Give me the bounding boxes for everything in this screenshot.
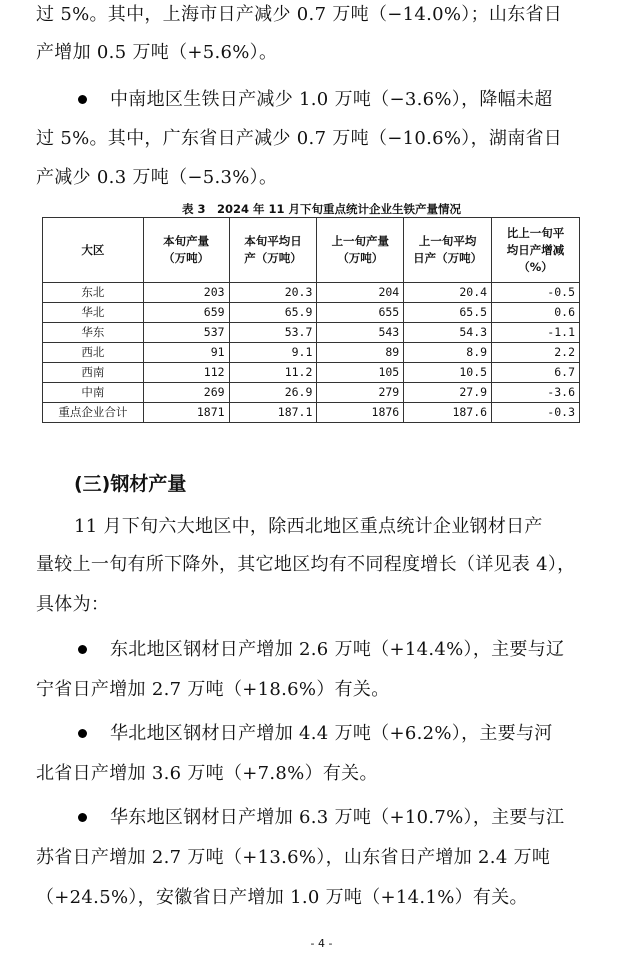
- bullet-line: 中南地区生铁日产减少 1.0 万吨（−3.6%），降幅未超: [110, 89, 553, 110]
- header-current-daily-avg: 本旬平均日 产（万吨）: [229, 218, 317, 283]
- header-change-percent: 比上一旬平 均日产增减 （%）: [492, 218, 580, 283]
- cell-change: -1.1: [492, 323, 580, 343]
- cell-current: 203: [143, 283, 229, 303]
- cell-current: 112: [143, 363, 229, 383]
- cell-region: 西北: [43, 343, 144, 363]
- cell-previous: 655: [317, 303, 404, 323]
- cell-previous: 279: [317, 383, 404, 403]
- cell-previous-avg: 54.3: [404, 323, 492, 343]
- bullet-line: 宁省日产增加 2.7 万吨（+18.6%）有关。: [36, 679, 390, 700]
- cell-previous: 89: [317, 343, 404, 363]
- table-row: [43, 283, 580, 303]
- bullet-line: 北省日产增加 3.6 万吨（+7.8%）有关。: [36, 763, 378, 784]
- cell-current-avg: 26.9: [229, 383, 317, 403]
- cell-current-avg: 187.1: [229, 403, 317, 423]
- cell-previous-avg: 8.9: [404, 343, 492, 363]
- cell-current: 1871: [143, 403, 229, 423]
- bullet-icon: [78, 645, 87, 654]
- header-previous-daily-avg: 上一旬平均 日产（万吨）: [404, 218, 492, 283]
- cell-region: 重点企业合计: [43, 403, 144, 423]
- cell-change: 6.7: [492, 363, 580, 383]
- cell-current-avg: 20.3: [229, 283, 317, 303]
- cell-region: 东北: [43, 283, 144, 303]
- header-current-output: 本旬产量 （万吨）: [143, 218, 229, 283]
- cell-current-avg: 11.2: [229, 363, 317, 383]
- bullet-line: 华东地区钢材日产增加 6.3 万吨（+10.7%），主要与江: [110, 807, 565, 828]
- paragraph-line: 产增加 0.5 万吨（+5.6%）。: [36, 42, 278, 63]
- cell-previous: 204: [317, 283, 404, 303]
- table-row: [43, 383, 580, 403]
- cell-change: 2.2: [492, 343, 580, 363]
- cell-previous: 1876: [317, 403, 404, 423]
- bullet-icon: [78, 729, 87, 738]
- cell-current: 537: [143, 323, 229, 343]
- cell-region: 中南: [43, 383, 144, 403]
- cell-previous-avg: 187.6: [404, 403, 492, 423]
- cell-change: -0.3: [492, 403, 580, 423]
- header-region: 大区: [43, 218, 144, 283]
- cell-change: -0.5: [492, 283, 580, 303]
- bullet-line: 华北地区钢材日产增加 4.4 万吨（+6.2%），主要与河: [110, 723, 553, 744]
- bullet-line: 产减少 0.3 万吨（−5.3%）。: [36, 167, 278, 188]
- cell-region: 华北: [43, 303, 144, 323]
- bullet-icon: [78, 95, 87, 104]
- table-row: [43, 323, 580, 343]
- cell-current: 269: [143, 383, 229, 403]
- cell-previous-avg: 65.5: [404, 303, 492, 323]
- cell-current-avg: 53.7: [229, 323, 317, 343]
- table-header-row: [43, 218, 580, 283]
- cell-previous-avg: 10.5: [404, 363, 492, 383]
- page-number: - 4 -: [310, 937, 333, 950]
- table-row: [43, 303, 580, 323]
- cell-current: 659: [143, 303, 229, 323]
- bullet-line: （+24.5%），安徽省日产增加 1.0 万吨（+14.1%）有关。: [36, 887, 528, 908]
- cell-region: 西南: [43, 363, 144, 383]
- paragraph-line: 过 5%。其中，上海市日产减少 0.7 万吨（−14.0%）；山东省日: [36, 4, 563, 25]
- bullet-icon: [78, 813, 87, 822]
- cell-previous-avg: 20.4: [404, 283, 492, 303]
- cell-current: 91: [143, 343, 229, 363]
- cell-region: 华东: [43, 323, 144, 343]
- table-row: [43, 363, 580, 383]
- cell-previous: 105: [317, 363, 404, 383]
- bullet-line: 东北地区钢材日产增加 2.6 万吨（+14.4%），主要与辽: [110, 639, 565, 660]
- table-row-total: [43, 403, 580, 423]
- cell-previous: 543: [317, 323, 404, 343]
- pig-iron-output-table: [42, 217, 580, 423]
- cell-current-avg: 65.9: [229, 303, 317, 323]
- table-caption: 表 3 2024 年 11 月下旬重点统计企业生铁产量情况: [181, 202, 462, 216]
- paragraph-line: 11 月下旬六大地区中，除西北地区重点统计企业钢材日产: [74, 516, 543, 537]
- bullet-line: 过 5%。其中，广东省日产减少 0.7 万吨（−10.6%），湖南省日: [36, 128, 563, 149]
- cell-change: 0.6: [492, 303, 580, 323]
- cell-previous-avg: 27.9: [404, 383, 492, 403]
- header-previous-output: 上一旬产量 （万吨）: [317, 218, 404, 283]
- paragraph-line: 具体为：: [36, 594, 110, 615]
- section-heading: (三)钢材产量: [74, 473, 187, 495]
- cell-change: -3.6: [492, 383, 580, 403]
- cell-current-avg: 9.1: [229, 343, 317, 363]
- table-row: [43, 343, 580, 363]
- bullet-line: 苏省日产增加 2.7 万吨（+13.6%），山东省日产增加 2.4 万吨: [36, 847, 551, 868]
- paragraph-line: 量较上一旬有所下降外，其它地区均有不同程度增长（详见表 4），: [36, 554, 576, 575]
